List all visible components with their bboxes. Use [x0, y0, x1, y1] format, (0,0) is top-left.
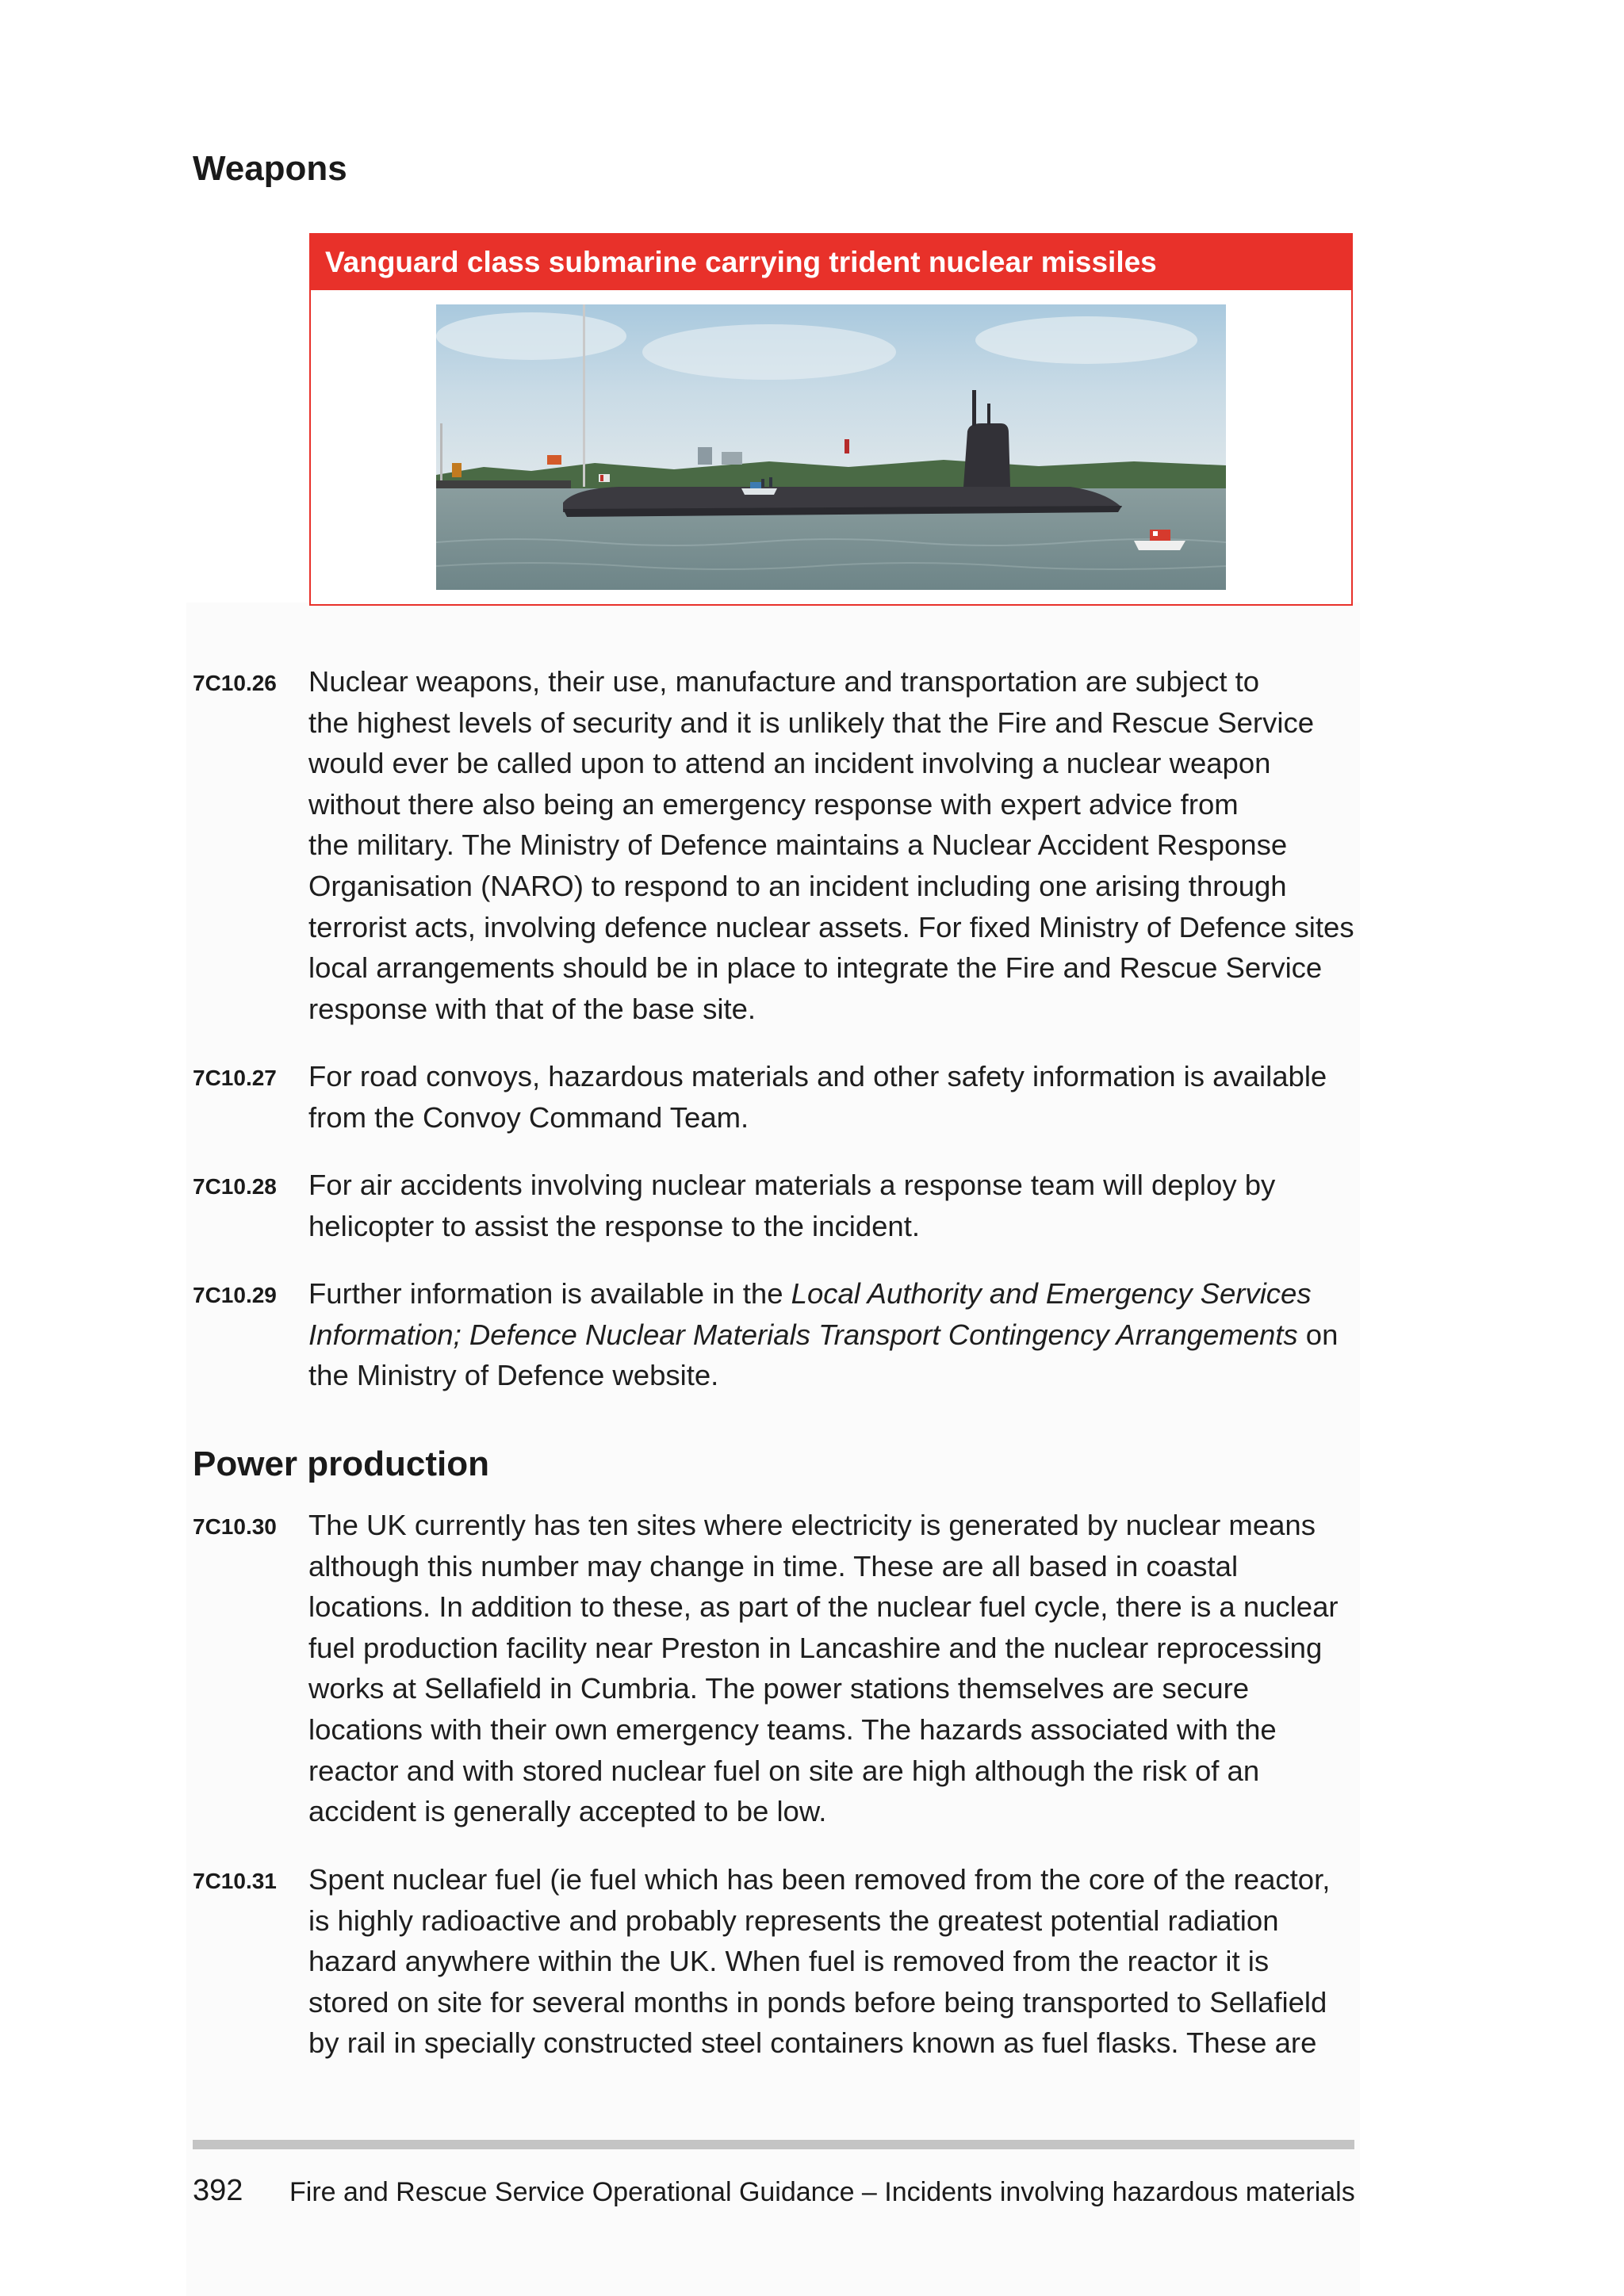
paragraph-text: [308, 1056, 1358, 1138]
text-line: Spent nuclear fuel (ie fuel which has been removed from the core of the reactor,: [308, 1863, 1331, 1896]
page-number: 392: [193, 2174, 243, 2207]
text-line: locations with their own emergency teams. The hazards associated with the: [308, 1712, 1277, 1746]
text-line: reactor and with stored nuclear fuel on site are high although the risk of an: [308, 1754, 1260, 1787]
text-run: on: [1297, 1318, 1339, 1351]
text-line: works at Sellafield in Cumbria. The power stations themselves are secure: [308, 1672, 1250, 1705]
paragraph-number: 7C10.27: [193, 1066, 277, 1090]
paragraph-number: 7C10.28: [193, 1174, 277, 1199]
text-line: For road convoys, hazardous materials and other safety information is available: [308, 1060, 1327, 1093]
paragraph-text: [308, 1505, 1358, 1832]
paragraph-number: 7C10.31: [193, 1869, 277, 1893]
figure-caption: Vanguard class submarine carrying trident nuclear missiles: [311, 235, 1351, 290]
text-line: stored on site for several months in ponds before being transported to Sellafield: [308, 1985, 1327, 2019]
text-line: hazard anywhere within the UK. When fuel is removed from the reactor it is: [308, 1945, 1270, 1978]
text-line: the highest levels of security and it is unlikely that the Fire and Rescue Service: [308, 706, 1315, 739]
text-line: The UK currently has ten sites where electricity is generated by nuclear means: [308, 1509, 1316, 1541]
paragraph-number: 7C10.29: [193, 1283, 277, 1307]
document-title-italic: Local Authority and Emergency Services: [791, 1277, 1312, 1310]
text-line: Nuclear weapons, their use, manufacture and transportation are subject to: [308, 665, 1260, 698]
text-line: is highly radioactive and probably represents the greatest potential radiation: [308, 1904, 1279, 1937]
paragraph-text: [308, 1273, 1358, 1396]
paragraph-text: [308, 1165, 1358, 1246]
paragraph-number: 7C10.26: [193, 671, 277, 695]
text-line: the military. The Ministry of Defence maintains a Nuclear Accident Response: [308, 828, 1288, 862]
submarine-photo: [436, 304, 1226, 590]
text-line: [308, 1314, 1358, 1356]
text-line: by rail in specially constructed steel containers known as fuel flasks. These are: [308, 2026, 1317, 2060]
footer-rule: [193, 2140, 1354, 2149]
power-production-heading: Power production: [193, 1445, 489, 1483]
paragraph-text: [308, 661, 1358, 1029]
text-line: local arrangements should be in place to integrate the Fire and Rescue Service: [308, 951, 1323, 985]
text-line: the Ministry of Defence website.: [308, 1359, 719, 1392]
paragraph-number: 7C10.30: [193, 1514, 277, 1539]
text-line: [308, 1273, 1358, 1314]
footer-title: Fire and Rescue Service Operational Guidance – Incidents involving hazardous materials: [289, 2177, 1355, 2207]
document-title-italic: Information; Defence Nuclear Materials Transport Contingency Arrangements: [308, 1318, 1298, 1351]
text-line: accident is generally accepted to be low.: [308, 1795, 827, 1828]
text-line: response with that of the base site.: [308, 992, 756, 1025]
weapons-heading: Weapons: [193, 149, 347, 188]
text-line: locations. In addition to these, as part of the nuclear fuel cycle, there is a nuclear: [308, 1590, 1339, 1624]
text-line: terrorist acts, involving defence nuclear assets. For fixed Ministry of Defence sites: [308, 910, 1354, 943]
text-line: Organisation (NARO) to respond to an incident including one arising through: [308, 869, 1287, 902]
text-line: from the Convoy Command Team.: [308, 1100, 749, 1134]
text-run: Further information is available in the: [308, 1277, 791, 1310]
text-line: would ever be called upon to attend an incident involving a nuclear weapon: [308, 747, 1271, 780]
paragraph-text: [308, 1859, 1358, 2064]
text-line: fuel production facility near Preston in Lancashire and the nuclear reprocessing: [308, 1631, 1323, 1664]
figure-box: [309, 233, 1353, 606]
text-line: helicopter to assist the response to the incident.: [308, 1209, 921, 1242]
text-line: although this number may change in time. These are all based in coastal: [308, 1549, 1239, 1582]
text-line: For air accidents involving nuclear materials a response team will deploy by: [308, 1169, 1276, 1201]
text-line: without there also being an emergency response with expert advice from: [308, 787, 1239, 821]
